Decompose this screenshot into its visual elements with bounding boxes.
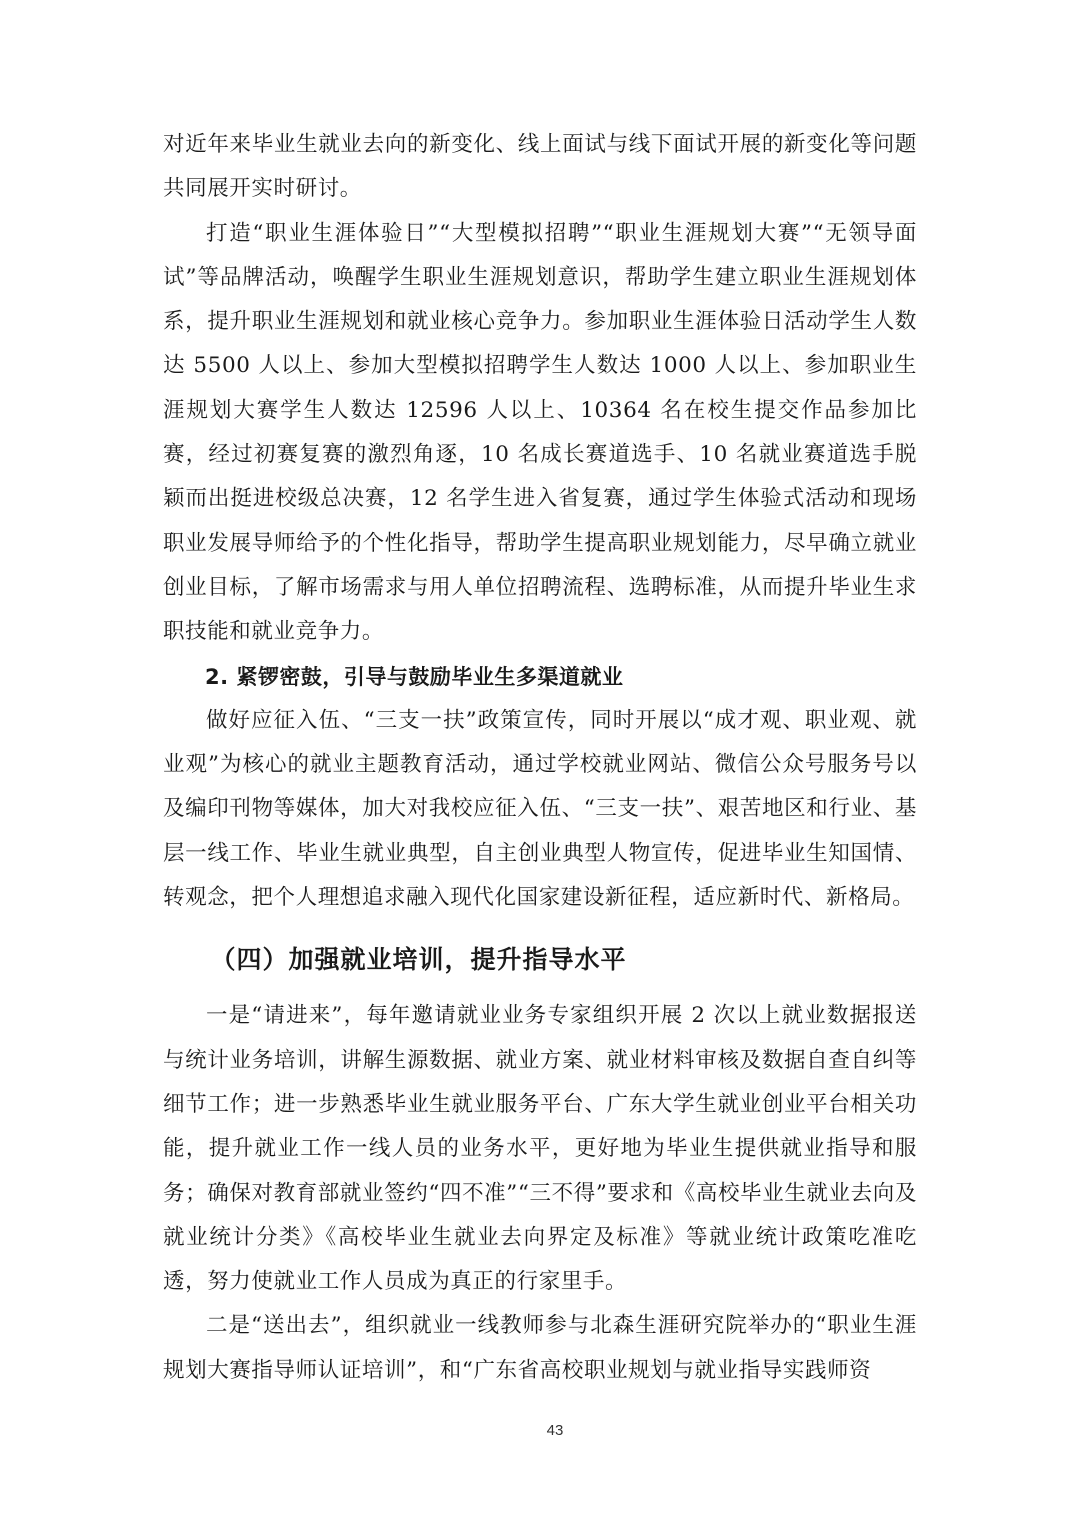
paragraph-policy-publicity: 做好应征入伍、“三支一扶”政策宣传，同时开展以“成才观、职业观、就业观”为核心的就业主题教育活动，通过学校就业网站、微信公众号服务号以及编印刊物等媒体，加大对我校应征入伍、“三支一扶”、艰苦地区和行业、基层一线工作、毕业生就业典型，自主创业典型人物宣传，促进毕业生知国情、转观念，把个人理想追求融入现代化国家建设新征程，适应新时代、新格局。 [163, 707, 917, 911]
paragraph-send-out: 二是“送出去”，组织就业一线教师参与北森生涯研究院举办的“职业生涯规划大赛指导师认证培训”，和“广东省高校职业规划与就业指导实践师资 [163, 1313, 917, 1383]
page-number: 43 [546, 1422, 564, 1439]
paragraph-invite-in: 一是“请进来”，每年邀请就业业务专家组织开展 2 次以上就业数据报送与统计业务培训，讲解生源数据、就业方案、就业材料审核及数据自查自纠等细节工作；进一步熟悉毕业生就业服务平台、广东大学生就业创业平台相关功能，提升就业工作一线人员的业务水平，更好地为毕业生提供就业指导和服务；确保对教育部就业签约“四不准”“三不得”要求和《高校毕业生就业去向及就业统计分类》《高校毕业生就业去向界定及标准》等就业统计政策吃准吃透，努力使就业工作人员成为真正的行家里手。 [163, 1003, 917, 1295]
page-body [163, 123, 917, 1393]
paragraph-brand-activities: 打造“职业生涯体验日”“大型模拟招聘”“职业生涯规划大赛”“无领导面试”等品牌活动，唤醒学生职业生涯规划意识，帮助学生建立职业生涯规划体系，提升职业生涯规划和就业核心竞争力。参加职业生涯体验日活动学生人数达 5500 人以上、参加大型模拟招聘学生人数达 1000 人以上、参加职业生涯规划大赛学生人数达 12596 人以上、10364 名在校生提交作品参加比赛，经过初赛复赛的激烈角逐，10 名成长赛道选手、10 名就业赛道选手脱颖而出挺进校级总决赛，12 名学生进入省复赛，通过学生体验式活动和现场职业发展导师给予的个性化指导，帮助学生提高职业规划能力，尽早确立就业创业目标，了解市场需求与用人单位招聘流程、选聘标准，从而提升毕业生求职技能和就业竞争力。 [163, 220, 917, 645]
paragraph-continued: 对近年来毕业生就业去向的新变化、线上面试与线下面试开展的新变化等问题共同展开实时研讨。 [163, 132, 917, 202]
subheading-multichannel-employment: 2. 紧锣密鼓，引导与鼓励毕业生多渠道就业 [205, 664, 624, 689]
section-heading-training: （四）加强就业培训，提升指导水平 [210, 945, 627, 975]
